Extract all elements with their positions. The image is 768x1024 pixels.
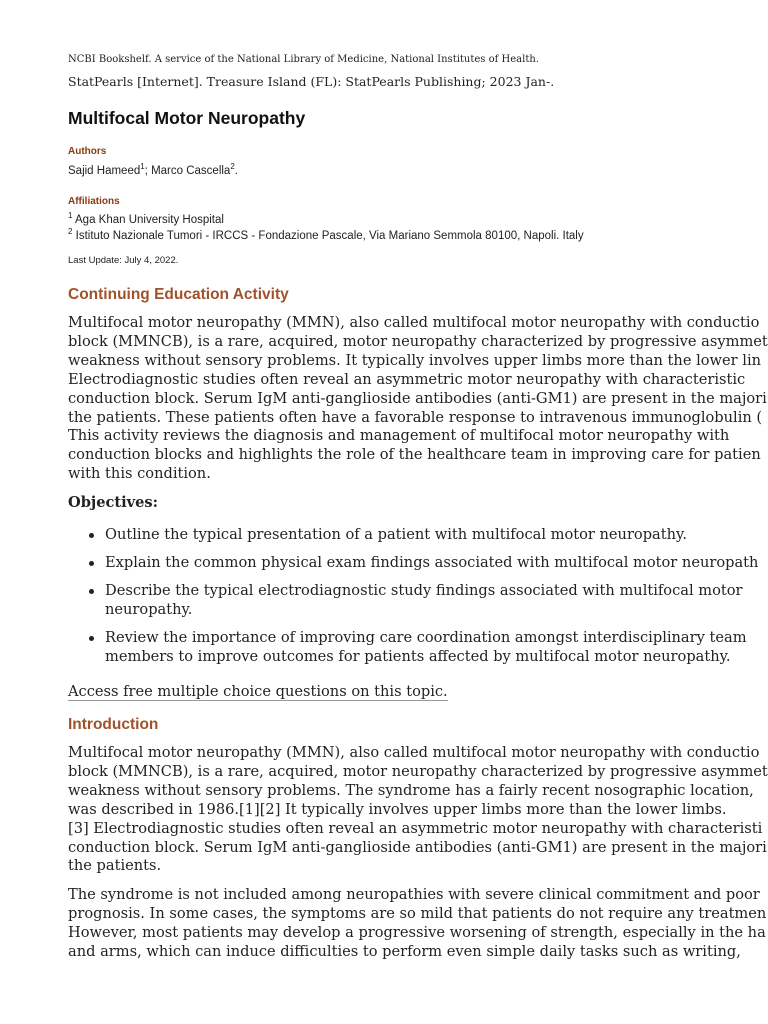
objective-item xyxy=(68,554,758,573)
objective-item xyxy=(68,629,758,667)
paragraph-line: conduction blocks and highlights the role of the healthcare team in improving care for patien xyxy=(68,446,761,464)
page-title: Multifocal Motor Neuropathy xyxy=(68,108,306,128)
affiliation-text: Istituto Nazionale Tumori - IRCCS - Fondazione Pascale, Via Mariano Semmola 80100, Napoli. Italy xyxy=(75,230,584,242)
author-sup: 1 xyxy=(140,162,145,171)
paragraph-line: weakness without sensory problems. The syndrome has a fairly recent nosographic location, xyxy=(68,781,754,799)
objective-line: members to improve outcomes for patients affected by multifocal motor neuropathy. xyxy=(105,647,731,665)
objective-line: Describe the typical electrodiagnostic study findings associated with multifocal motor xyxy=(105,581,743,599)
introduction-paragraph-2 xyxy=(68,886,766,962)
paragraph-line: prognosis. In some cases, the symptoms are so mild that patients do not require any treatmen xyxy=(68,904,767,922)
affiliations-label: Affiliations xyxy=(68,196,120,207)
paragraph-line: The syndrome is not included among neuropathies with severe clinical commitment and poor xyxy=(68,886,760,903)
paragraph-line: Electrodiagnostic studies often reveal an asymmetric motor neuropathy with characteristic xyxy=(68,370,746,388)
authors-line xyxy=(68,162,238,177)
paragraph-line: Multifocal motor neuropathy (MMN), also called multifocal motor neuropathy with conductio xyxy=(68,744,760,761)
paragraph-line: However, most patients may develop a progressive worsening of strength, especially in the ha xyxy=(68,923,766,941)
objective-item xyxy=(68,526,758,545)
author-separator: ; xyxy=(144,165,152,177)
paragraph-line: and arms, which can induce difficulties to perform even simple daily tasks such as writing, xyxy=(68,942,741,960)
objective-item xyxy=(68,582,758,620)
affiliation-item xyxy=(68,227,584,242)
citation-line: StatPearls [Internet]. Treasure Island (FL): StatPearls Publishing; 2023 Jan-. xyxy=(68,74,555,89)
paragraph-line: Multifocal motor neuropathy (MMN), also called multifocal motor neuropathy with conductio xyxy=(68,314,760,331)
continuing-education-paragraph xyxy=(68,314,768,484)
paragraph-line: the patients. These patients often have a favorable response to intravenous immunoglobulin ( xyxy=(68,408,763,426)
objective-line: Explain the common physical exam findings associated with multifocal motor neuropath xyxy=(105,553,759,571)
author-link[interactable]: Marco Cascella xyxy=(151,165,231,177)
affiliation-sup: 1 xyxy=(68,211,73,220)
author-link[interactable]: Sajid Hameed xyxy=(68,165,141,177)
paragraph-line: the patients. xyxy=(68,857,162,875)
paragraph-line: block (MMNCB), is a rare, acquired, motor neuropathy characterized by progressive asymmet xyxy=(68,332,768,350)
source-line: NCBI Bookshelf. A service of the National Library of Medicine, National Institutes of Health. xyxy=(68,54,539,65)
authors-label: Authors xyxy=(68,146,107,157)
affiliation-item xyxy=(68,211,224,226)
affiliation-text: Aga Khan University Hospital xyxy=(75,214,224,226)
author-separator: . xyxy=(234,165,238,177)
objective-line: neuropathy. xyxy=(105,600,193,618)
section-heading-continuing-education: Continuing Education Activity xyxy=(68,286,289,303)
author-sup: 2 xyxy=(230,162,235,171)
paragraph-line: block (MMNCB), is a rare, acquired, motor neuropathy characterized by progressive asymmet xyxy=(68,762,768,780)
objective-line: Review the importance of improving care coordination amongst interdisciplinary team xyxy=(105,628,747,646)
paragraph-line: with this condition. xyxy=(68,465,211,483)
access-questions-link[interactable]: Access free multiple choice questions on this topic. xyxy=(68,683,448,700)
paragraph-line: [3] Electrodiagnostic studies often reveal an asymmetric motor neuropathy with characteristi xyxy=(68,819,763,837)
objectives-label: Objectives: xyxy=(68,494,159,511)
last-update: Last Update: July 4, 2022. xyxy=(68,255,179,266)
affiliation-sup: 2 xyxy=(68,227,73,236)
objectives-list xyxy=(68,526,758,675)
section-heading-introduction: Introduction xyxy=(68,716,159,733)
introduction-paragraph-1 xyxy=(68,744,768,876)
paragraph-line: weakness without sensory problems. It typically involves upper limbs more than the lower lin xyxy=(68,351,762,369)
paragraph-line: conduction block. Serum IgM anti-ganglioside antibodies (anti-GM1) are present in the majori xyxy=(68,838,767,856)
paragraph-line: This activity reviews the diagnosis and management of multifocal motor neuropathy with xyxy=(68,427,730,445)
paragraph-line: was described in 1986.[1][2] It typically involves upper limbs more than the lower limbs. xyxy=(68,800,727,818)
objective-line: Outline the typical presentation of a patient with multifocal motor neuropathy. xyxy=(105,526,687,543)
paragraph-line: conduction block. Serum IgM anti-ganglioside antibodies (anti-GM1) are present in the majori xyxy=(68,389,767,407)
